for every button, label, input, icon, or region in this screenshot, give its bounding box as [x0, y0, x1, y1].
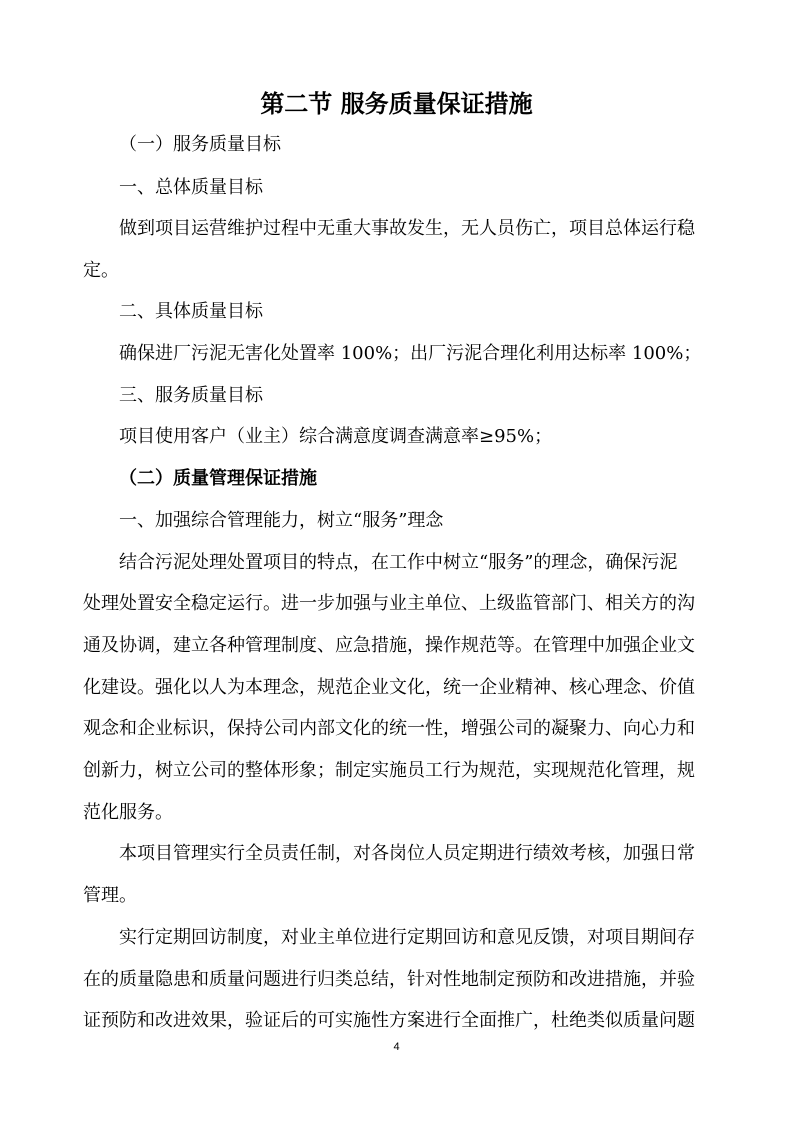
- paragraph-line: 通及协调，建立各种管理制度、应急措施，操作规范等。在管理中加强企业文: [83, 635, 695, 656]
- paragraph-line: 确保进厂污泥无害化处置率 100%；出厂污泥合理化利用达标率 100%；: [119, 343, 702, 364]
- paragraph-line: 证预防和改进效果，验证后的可实施性方案进行全面推广，杜绝类似质量问题: [83, 1010, 695, 1031]
- subheading-overall-quality-goal: 一、总体质量目标: [119, 177, 263, 198]
- paragraph-line: 观念和企业标识，保持公司内部文化的统一性，增强公司的凝聚力、向心力和: [83, 718, 695, 739]
- paragraph-line: 化建设。强化以人为本理念，规范企业文化，统一企业精神、核心理念、价值: [83, 677, 695, 698]
- page-number: 4: [393, 1041, 400, 1053]
- paragraph-line: 管理。: [83, 885, 137, 906]
- section-heading-service-quality-goals: （一）服务质量目标: [119, 134, 281, 155]
- subheading-management-capability: 一、加强综合管理能力，树立“服务”理念: [119, 510, 444, 531]
- paragraph-line: 创新力，树立公司的整体形象；制定实施员工行为规范，实现规范化管理，规: [83, 760, 695, 781]
- paragraph-line: 项目使用客户（业主）综合满意度调查满意率≥95%；: [119, 426, 553, 447]
- subheading-specific-quality-goals: 二、具体质量目标: [119, 301, 263, 322]
- paragraph-line: 定。: [83, 260, 119, 281]
- paragraph-line: 本项目管理实行全员责任制，对各岗位人员定期进行绩效考核，加强日常: [119, 843, 695, 864]
- paragraph-line: 处理处置安全稳定运行。进一步加强与业主单位、上级监管部门、相关方的沟: [83, 593, 695, 614]
- paragraph-line: 在的质量隐患和质量问题进行归类总结，针对性地制定预防和改进措施，并验: [83, 969, 695, 990]
- paragraph-line: 实行定期回访制度，对业主单位进行定期回访和意见反馈，对项目期间存: [119, 927, 695, 948]
- paragraph-line: 做到项目运营维护过程中无重大事故发生，无人员伤亡，项目总体运行稳: [119, 218, 695, 239]
- section-heading-quality-assurance-measures: （二）质量管理保证措施: [119, 468, 317, 489]
- section-title: 第二节 服务质量保证措施: [260, 90, 533, 118]
- paragraph-line: 结合污泥处理处置项目的特点，在工作中树立“服务”的理念，确保污泥: [119, 552, 678, 573]
- subheading-service-quality-goal: 三、服务质量目标: [119, 385, 263, 406]
- paragraph-line: 范化服务。: [83, 802, 173, 823]
